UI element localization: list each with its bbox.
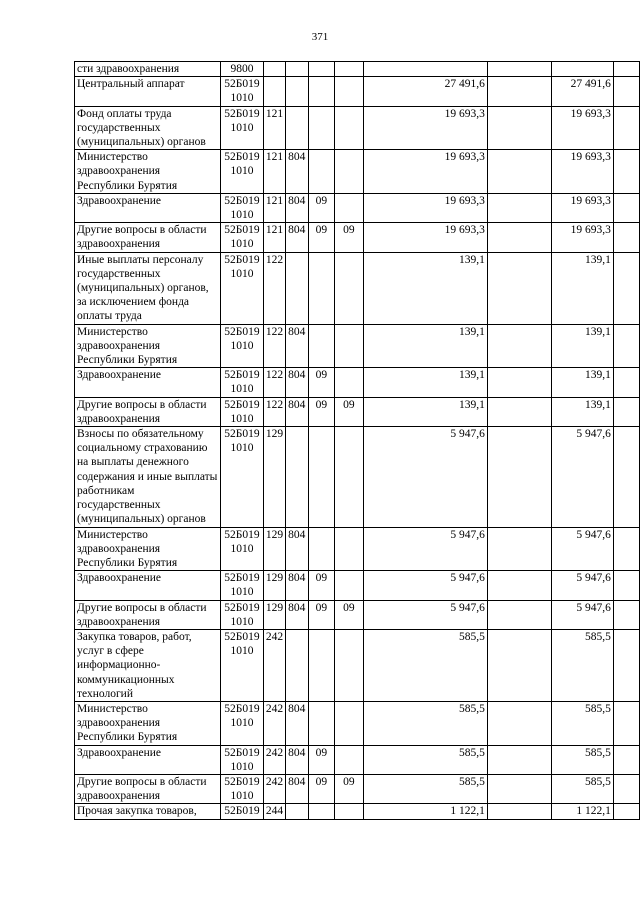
row-empty-cell xyxy=(487,223,551,252)
row-section-cell: 09 xyxy=(309,774,335,803)
row-empty-cell xyxy=(487,427,551,527)
row-code-cell: 52Б019 1010 xyxy=(221,571,264,600)
row-empty-cell xyxy=(487,745,551,774)
row-empty-cell xyxy=(487,571,551,600)
row-subsection-cell xyxy=(334,106,363,150)
row-ministry-cell: 804 xyxy=(286,527,309,571)
row-sum-1-cell xyxy=(364,62,488,77)
row-subsection-cell: 09 xyxy=(334,774,363,803)
row-sum-2-cell: 139,1 xyxy=(552,368,614,397)
row-expense-type-cell: 129 xyxy=(263,571,285,600)
row-sum-1-cell: 19 693,3 xyxy=(364,150,488,194)
row-subsection-cell xyxy=(334,368,363,397)
row-sum-1-cell: 5 947,6 xyxy=(364,600,488,629)
row-code-cell: 52Б019 1010 xyxy=(221,77,264,106)
row-subsection-cell xyxy=(334,193,363,222)
row-sum-1-cell: 27 491,6 xyxy=(364,77,488,106)
row-empty-cell xyxy=(487,600,551,629)
row-empty-cell xyxy=(613,193,639,222)
row-expense-type-cell: 129 xyxy=(263,427,285,527)
row-sum-2-cell: 585,5 xyxy=(552,701,614,745)
row-subsection-cell: 09 xyxy=(334,223,363,252)
row-empty-cell xyxy=(487,629,551,701)
row-expense-type-cell: 244 xyxy=(263,804,285,819)
row-section-cell: 09 xyxy=(309,600,335,629)
row-ministry-cell: 804 xyxy=(286,774,309,803)
row-expense-type-cell: 242 xyxy=(263,774,285,803)
table-row xyxy=(75,223,640,252)
row-expense-type-cell xyxy=(263,77,285,106)
row-subsection-cell: 09 xyxy=(334,600,363,629)
row-name-cell: Министерство здравоохранения Республики Бурятия xyxy=(75,324,221,368)
row-sum-2-cell: 5 947,6 xyxy=(552,427,614,527)
row-sum-2-cell: 585,5 xyxy=(552,629,614,701)
row-sum-1-cell: 5 947,6 xyxy=(364,427,488,527)
table-row xyxy=(75,629,640,701)
row-section-cell: 09 xyxy=(309,397,335,426)
row-section-cell xyxy=(309,106,335,150)
row-empty-cell xyxy=(487,77,551,106)
row-empty-cell xyxy=(487,193,551,222)
row-ministry-cell: 804 xyxy=(286,150,309,194)
row-name-cell: Другие вопросы в области здравоохранения xyxy=(75,223,221,252)
row-ministry-cell xyxy=(286,804,309,819)
row-ministry-cell xyxy=(286,77,309,106)
row-name-cell: Прочая закупка товаров, xyxy=(75,804,221,819)
table-row xyxy=(75,252,640,324)
row-empty-cell xyxy=(613,427,639,527)
row-sum-2-cell: 585,5 xyxy=(552,774,614,803)
row-empty-cell xyxy=(487,701,551,745)
row-subsection-cell xyxy=(334,571,363,600)
row-empty-cell xyxy=(487,397,551,426)
row-empty-cell xyxy=(487,527,551,571)
row-name-cell: Центральный аппарат xyxy=(75,77,221,106)
row-section-cell xyxy=(309,252,335,324)
row-expense-type-cell: 242 xyxy=(263,629,285,701)
row-section-cell xyxy=(309,150,335,194)
row-ministry-cell: 804 xyxy=(286,701,309,745)
row-expense-type-cell: 121 xyxy=(263,150,285,194)
row-empty-cell xyxy=(613,774,639,803)
row-subsection-cell xyxy=(334,701,363,745)
row-empty-cell xyxy=(613,150,639,194)
row-sum-1-cell: 139,1 xyxy=(364,252,488,324)
row-sum-2-cell: 5 947,6 xyxy=(552,600,614,629)
row-ministry-cell xyxy=(286,62,309,77)
row-sum-1-cell: 139,1 xyxy=(364,368,488,397)
row-ministry-cell xyxy=(286,252,309,324)
row-section-cell: 09 xyxy=(309,368,335,397)
row-empty-cell xyxy=(487,804,551,819)
row-code-cell: 52Б019 1010 xyxy=(221,397,264,426)
table-row xyxy=(75,324,640,368)
row-section-cell: 09 xyxy=(309,223,335,252)
row-empty-cell xyxy=(613,527,639,571)
row-name-cell: Другие вопросы в области здравоохранения xyxy=(75,397,221,426)
row-section-cell xyxy=(309,77,335,106)
row-empty-cell xyxy=(613,368,639,397)
row-empty-cell xyxy=(613,324,639,368)
row-name-cell: Министерство здравоохранения Республики Бурятия xyxy=(75,527,221,571)
row-subsection-cell xyxy=(334,252,363,324)
table-row xyxy=(75,774,640,803)
row-section-cell xyxy=(309,701,335,745)
row-name-cell: сти здравоохранения xyxy=(75,62,221,77)
table-row xyxy=(75,77,640,106)
row-code-cell: 52Б019 1010 xyxy=(221,701,264,745)
row-empty-cell xyxy=(487,368,551,397)
row-sum-2-cell: 19 693,3 xyxy=(552,193,614,222)
table-row xyxy=(75,804,640,819)
row-ministry-cell xyxy=(286,106,309,150)
row-section-cell: 09 xyxy=(309,193,335,222)
row-sum-2-cell: 139,1 xyxy=(552,324,614,368)
table-row xyxy=(75,600,640,629)
row-subsection-cell xyxy=(334,324,363,368)
row-name-cell: Здравоохранение xyxy=(75,193,221,222)
row-empty-cell xyxy=(487,106,551,150)
table-row xyxy=(75,62,640,77)
row-section-cell xyxy=(309,324,335,368)
row-section-cell: 09 xyxy=(309,571,335,600)
row-sum-2-cell: 19 693,3 xyxy=(552,150,614,194)
row-empty-cell xyxy=(613,252,639,324)
row-sum-1-cell: 585,5 xyxy=(364,774,488,803)
row-sum-2-cell: 19 693,3 xyxy=(552,223,614,252)
row-expense-type-cell: 122 xyxy=(263,252,285,324)
row-empty-cell xyxy=(613,106,639,150)
row-name-cell: Иные выплаты персоналу государственных (муниципальных) органов, за исключением фонда оплаты труда xyxy=(75,252,221,324)
row-sum-1-cell: 585,5 xyxy=(364,701,488,745)
row-ministry-cell: 804 xyxy=(286,397,309,426)
row-expense-type-cell: 121 xyxy=(263,193,285,222)
row-empty-cell xyxy=(613,804,639,819)
row-code-cell: 52Б019 1010 xyxy=(221,324,264,368)
row-expense-type-cell: 121 xyxy=(263,223,285,252)
row-ministry-cell: 804 xyxy=(286,223,309,252)
row-code-cell: 52Б019 1010 xyxy=(221,745,264,774)
row-expense-type-cell: 129 xyxy=(263,600,285,629)
row-subsection-cell xyxy=(334,629,363,701)
row-section-cell xyxy=(309,804,335,819)
row-sum-2-cell: 5 947,6 xyxy=(552,571,614,600)
row-code-cell: 52Б019 1010 xyxy=(221,774,264,803)
row-subsection-cell xyxy=(334,62,363,77)
row-sum-1-cell: 585,5 xyxy=(364,629,488,701)
row-expense-type-cell xyxy=(263,62,285,77)
row-sum-1-cell: 19 693,3 xyxy=(364,223,488,252)
row-sum-1-cell: 139,1 xyxy=(364,397,488,426)
table-row xyxy=(75,397,640,426)
row-sum-2-cell: 19 693,3 xyxy=(552,106,614,150)
row-empty-cell xyxy=(487,62,551,77)
row-subsection-cell xyxy=(334,804,363,819)
row-empty-cell xyxy=(613,223,639,252)
row-subsection-cell xyxy=(334,427,363,527)
row-subsection-cell xyxy=(334,150,363,194)
row-name-cell: Закупка товаров, работ, услуг в сфере информационно-коммуникационных технологий xyxy=(75,629,221,701)
row-sum-1-cell: 19 693,3 xyxy=(364,106,488,150)
row-empty-cell xyxy=(613,701,639,745)
row-sum-2-cell: 1 122,1 xyxy=(552,804,614,819)
row-code-cell: 52Б019 1010 xyxy=(221,252,264,324)
row-name-cell: Министерство здравоохранения Республики Бурятия xyxy=(75,701,221,745)
table-row xyxy=(75,701,640,745)
table-row xyxy=(75,571,640,600)
row-ministry-cell: 804 xyxy=(286,571,309,600)
table-row xyxy=(75,368,640,397)
row-name-cell: Другие вопросы в области здравоохранения xyxy=(75,600,221,629)
row-code-cell: 52Б019 1010 xyxy=(221,629,264,701)
row-code-cell: 52Б019 1010 xyxy=(221,106,264,150)
row-section-cell xyxy=(309,629,335,701)
row-code-cell: 52Б019 1010 xyxy=(221,368,264,397)
row-empty-cell xyxy=(487,150,551,194)
row-subsection-cell xyxy=(334,527,363,571)
row-empty-cell xyxy=(487,252,551,324)
row-sum-1-cell: 585,5 xyxy=(364,745,488,774)
row-code-cell: 52Б019 1010 xyxy=(221,427,264,527)
budget-table xyxy=(74,61,640,820)
row-name-cell: Здравоохранение xyxy=(75,745,221,774)
table-row xyxy=(75,745,640,774)
row-ministry-cell xyxy=(286,629,309,701)
row-ministry-cell: 804 xyxy=(286,745,309,774)
row-ministry-cell: 804 xyxy=(286,368,309,397)
row-sum-1-cell: 19 693,3 xyxy=(364,193,488,222)
table-row xyxy=(75,150,640,194)
row-sum-1-cell: 5 947,6 xyxy=(364,527,488,571)
row-sum-2-cell: 585,5 xyxy=(552,745,614,774)
row-ministry-cell: 804 xyxy=(286,193,309,222)
row-expense-type-cell: 242 xyxy=(263,701,285,745)
row-sum-2-cell xyxy=(552,62,614,77)
row-section-cell xyxy=(309,427,335,527)
row-sum-2-cell: 139,1 xyxy=(552,397,614,426)
row-subsection-cell: 09 xyxy=(334,397,363,426)
table-row xyxy=(75,427,640,527)
budget-table-body xyxy=(75,62,640,820)
row-sum-2-cell: 5 947,6 xyxy=(552,527,614,571)
row-empty-cell xyxy=(613,600,639,629)
row-empty-cell xyxy=(487,774,551,803)
row-name-cell: Взносы по обязательному социальному страхованию на выплаты денежного содержания и иные выплаты работникам государственных (муниципальных) органов xyxy=(75,427,221,527)
row-code-cell: 52Б019 1010 xyxy=(221,600,264,629)
row-section-cell xyxy=(309,527,335,571)
row-sum-1-cell: 1 122,1 xyxy=(364,804,488,819)
row-expense-type-cell: 129 xyxy=(263,527,285,571)
row-name-cell: Министерство здравоохранения Республики Бурятия xyxy=(75,150,221,194)
row-name-cell: Здравоохранение xyxy=(75,368,221,397)
row-subsection-cell xyxy=(334,745,363,774)
row-empty-cell xyxy=(613,62,639,77)
table-row xyxy=(75,106,640,150)
row-sum-1-cell: 5 947,6 xyxy=(364,571,488,600)
row-name-cell: Фонд оплаты труда государственных (муниципальных) органов xyxy=(75,106,221,150)
row-expense-type-cell: 121 xyxy=(263,106,285,150)
row-name-cell: Здравоохранение xyxy=(75,571,221,600)
row-empty-cell xyxy=(613,745,639,774)
row-code-cell: 52Б019 xyxy=(221,804,264,819)
row-empty-cell xyxy=(613,571,639,600)
row-code-cell: 52Б019 1010 xyxy=(221,527,264,571)
table-row xyxy=(75,193,640,222)
row-ministry-cell: 804 xyxy=(286,324,309,368)
row-name-cell: Другие вопросы в области здравоохранения xyxy=(75,774,221,803)
row-ministry-cell: 804 xyxy=(286,600,309,629)
row-code-cell: 52Б019 1010 xyxy=(221,193,264,222)
page-number: 371 xyxy=(311,31,329,43)
row-code-cell: 52Б019 1010 xyxy=(221,150,264,194)
row-code-cell: 52Б019 1010 xyxy=(221,223,264,252)
row-code-cell: 9800 xyxy=(221,62,264,77)
table-row xyxy=(75,527,640,571)
row-sum-2-cell: 139,1 xyxy=(552,252,614,324)
row-section-cell xyxy=(309,62,335,77)
row-empty-cell xyxy=(613,77,639,106)
row-ministry-cell xyxy=(286,427,309,527)
row-empty-cell xyxy=(613,397,639,426)
row-empty-cell xyxy=(613,629,639,701)
row-sum-1-cell: 139,1 xyxy=(364,324,488,368)
row-sum-2-cell: 27 491,6 xyxy=(552,77,614,106)
row-expense-type-cell: 122 xyxy=(263,324,285,368)
row-expense-type-cell: 242 xyxy=(263,745,285,774)
row-empty-cell xyxy=(487,324,551,368)
row-subsection-cell xyxy=(334,77,363,106)
row-expense-type-cell: 122 xyxy=(263,397,285,426)
row-expense-type-cell: 122 xyxy=(263,368,285,397)
row-section-cell: 09 xyxy=(309,745,335,774)
